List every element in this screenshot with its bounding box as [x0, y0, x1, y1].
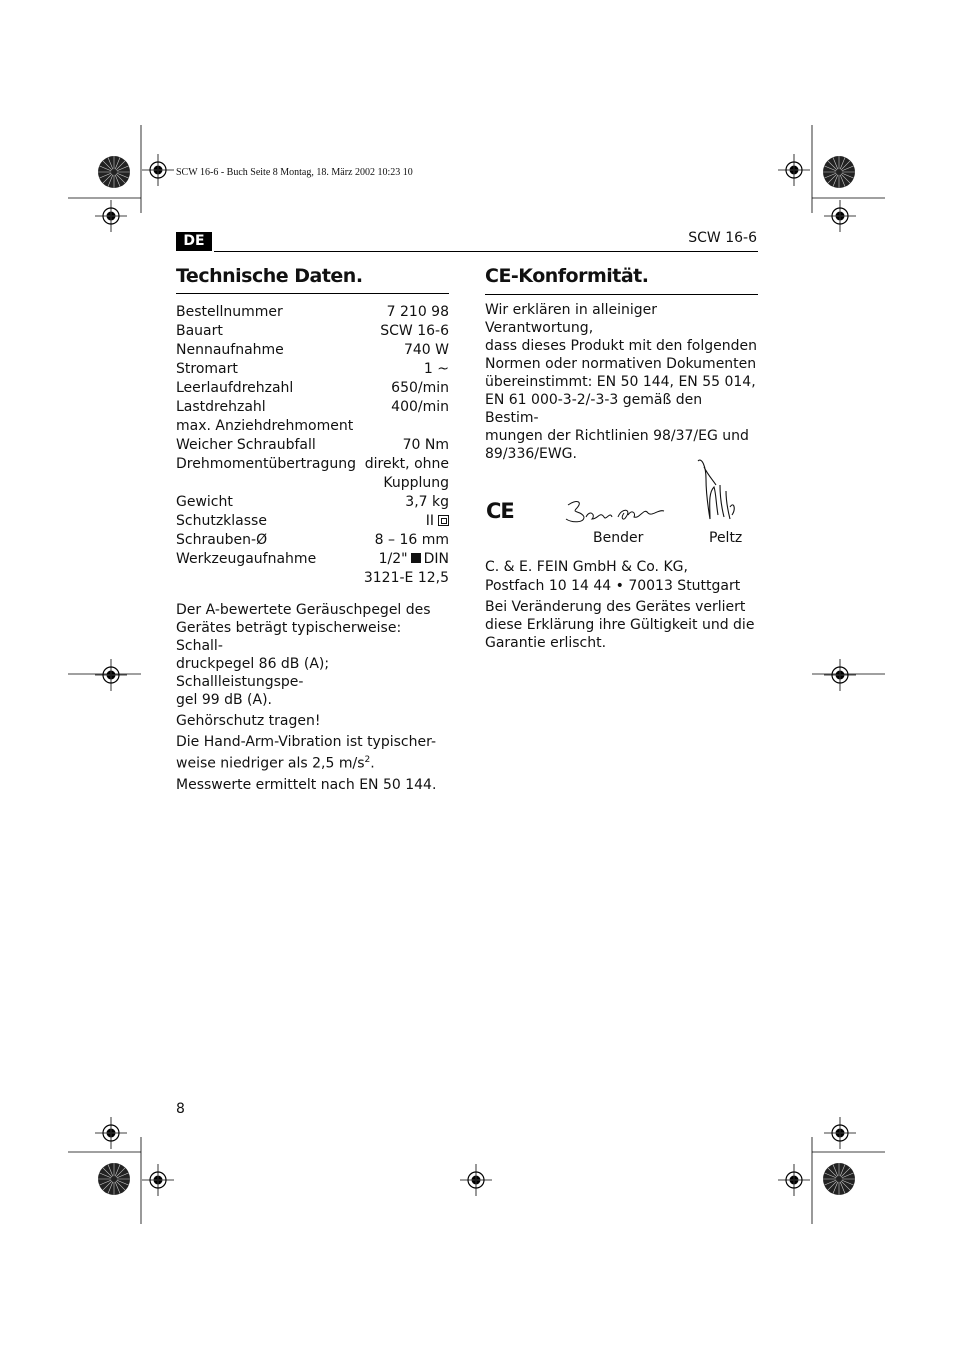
spec-row [176, 379, 449, 398]
company-postal-address: Postfach 10 14 44 • 70013 Stuttgart [485, 578, 741, 594]
validity-note: Bei Veränderung des Gerätes verliert diese Erklärung ihre Gültigkeit und die Garantie erlischt. [485, 599, 755, 651]
signature-peltz [696, 457, 740, 523]
spec-label: Schrauben-Ø [176, 532, 268, 548]
ce-conformity-rule [485, 294, 758, 295]
spec-row [176, 455, 449, 493]
spec-label: Weicher Schraubfall [176, 437, 316, 453]
spec-value: 400/min [391, 399, 449, 415]
protection-class-value: II [425, 513, 434, 529]
ce-mark: CE [486, 499, 514, 523]
company-address [485, 558, 760, 596]
hearing-protection-note: Gehörschutz tragen! [176, 713, 321, 729]
spec-value: 740 W [403, 342, 449, 358]
spec-value: 1 ~ [423, 361, 449, 377]
vibration-exponent: 2 [364, 755, 371, 765]
spec-row [176, 531, 449, 550]
spec-value: 70 Nm [402, 437, 449, 453]
spec-value [364, 550, 449, 588]
spec-row [176, 493, 449, 512]
spec-row [176, 550, 449, 588]
tool-holder-standard: DIN [423, 551, 449, 567]
tool-holder-standard-line2: 3121-E 12,5 [363, 570, 449, 586]
ce-conformity-heading: CE-Konformität. [485, 265, 649, 287]
signature-bender [562, 497, 672, 527]
technical-data-rule [176, 293, 449, 294]
company-name: C. & E. FEIN GmbH & Co. KG, [485, 559, 688, 575]
header-rule [214, 251, 758, 252]
spec-label: Nennaufnahme [176, 342, 284, 358]
vibration-end: . [370, 755, 375, 772]
signatory-bender: Bender [593, 530, 644, 546]
noise-vibration-notes [176, 601, 449, 797]
print-slug: SCW 16-6 - Buch Seite 8 Montag, 18. März 2002 10:23 10 [176, 167, 413, 178]
ce-declaration-text: Wir erklären in alleiniger Verantwortung, dass dieses Produkt mit den folgenden Normen oder normativen Dokumenten übereinstimmt: EN 50 144, EN 55 014, EN 61 000-3-2/-3-3 gemäß den Bestim- mungen der Richtlinien 98/37/EG und 89/336/EWG. [485, 302, 757, 462]
spec-row [176, 303, 449, 322]
spec-row [176, 398, 449, 417]
spec-value [426, 512, 449, 531]
language-badge: DE [176, 232, 212, 251]
spec-label: Gewicht [176, 494, 233, 510]
spec-label: max. Anziehdrehmoment [176, 418, 354, 434]
spec-label: Stromart [176, 361, 238, 377]
vibration-note [176, 733, 449, 773]
spec-value: direkt, ohne Kupplung [364, 456, 449, 491]
signatory-peltz: Peltz [709, 530, 743, 546]
spec-row [176, 512, 449, 531]
spec-value: 7 210 98 [386, 304, 449, 320]
measurement-note: Messwerte ermittelt nach EN 50 144. [176, 776, 437, 793]
spec-label: Werkzeugaufnahme [176, 551, 317, 567]
spec-row [176, 360, 449, 379]
technical-data-heading: Technische Daten. [176, 265, 363, 287]
spec-label: Drehmomentübertragung [176, 456, 357, 472]
spec-value: SCW 16-6 [380, 323, 449, 339]
vibration-text: Die Hand-Arm-Vibration ist typischer- weise niedriger als 2,5 m/s [176, 734, 437, 772]
spec-row [176, 417, 449, 436]
page-number: 8 [176, 1101, 185, 1117]
noise-note: Der A-bewertete Geräuschpegel des Gerätes beträgt typischerweise: Schall- druckpegel 86 dB (A); Schallleistungspe- gel 99 dB (A). [176, 602, 431, 708]
spec-label: Leerlaufdrehzahl [176, 380, 294, 396]
spec-table [176, 303, 449, 588]
spec-value: 3,7 kg [405, 494, 449, 510]
spec-row [176, 341, 449, 360]
spec-value: 650/min [391, 380, 449, 396]
spec-value: 8 – 16 mm [374, 532, 449, 548]
spec-label: Schutzklasse [176, 513, 267, 529]
spec-label: Lastdrehzahl [176, 399, 266, 415]
spec-row [176, 322, 449, 341]
spec-row [176, 436, 449, 455]
square-drive-icon [411, 553, 421, 563]
model-header: SCW 16-6 [688, 230, 757, 246]
spec-label: Bestellnummer [176, 304, 283, 320]
protection-class-ii-icon [438, 515, 449, 526]
spec-label: Bauart [176, 323, 223, 339]
tool-holder-size: 1/2" [378, 551, 408, 567]
